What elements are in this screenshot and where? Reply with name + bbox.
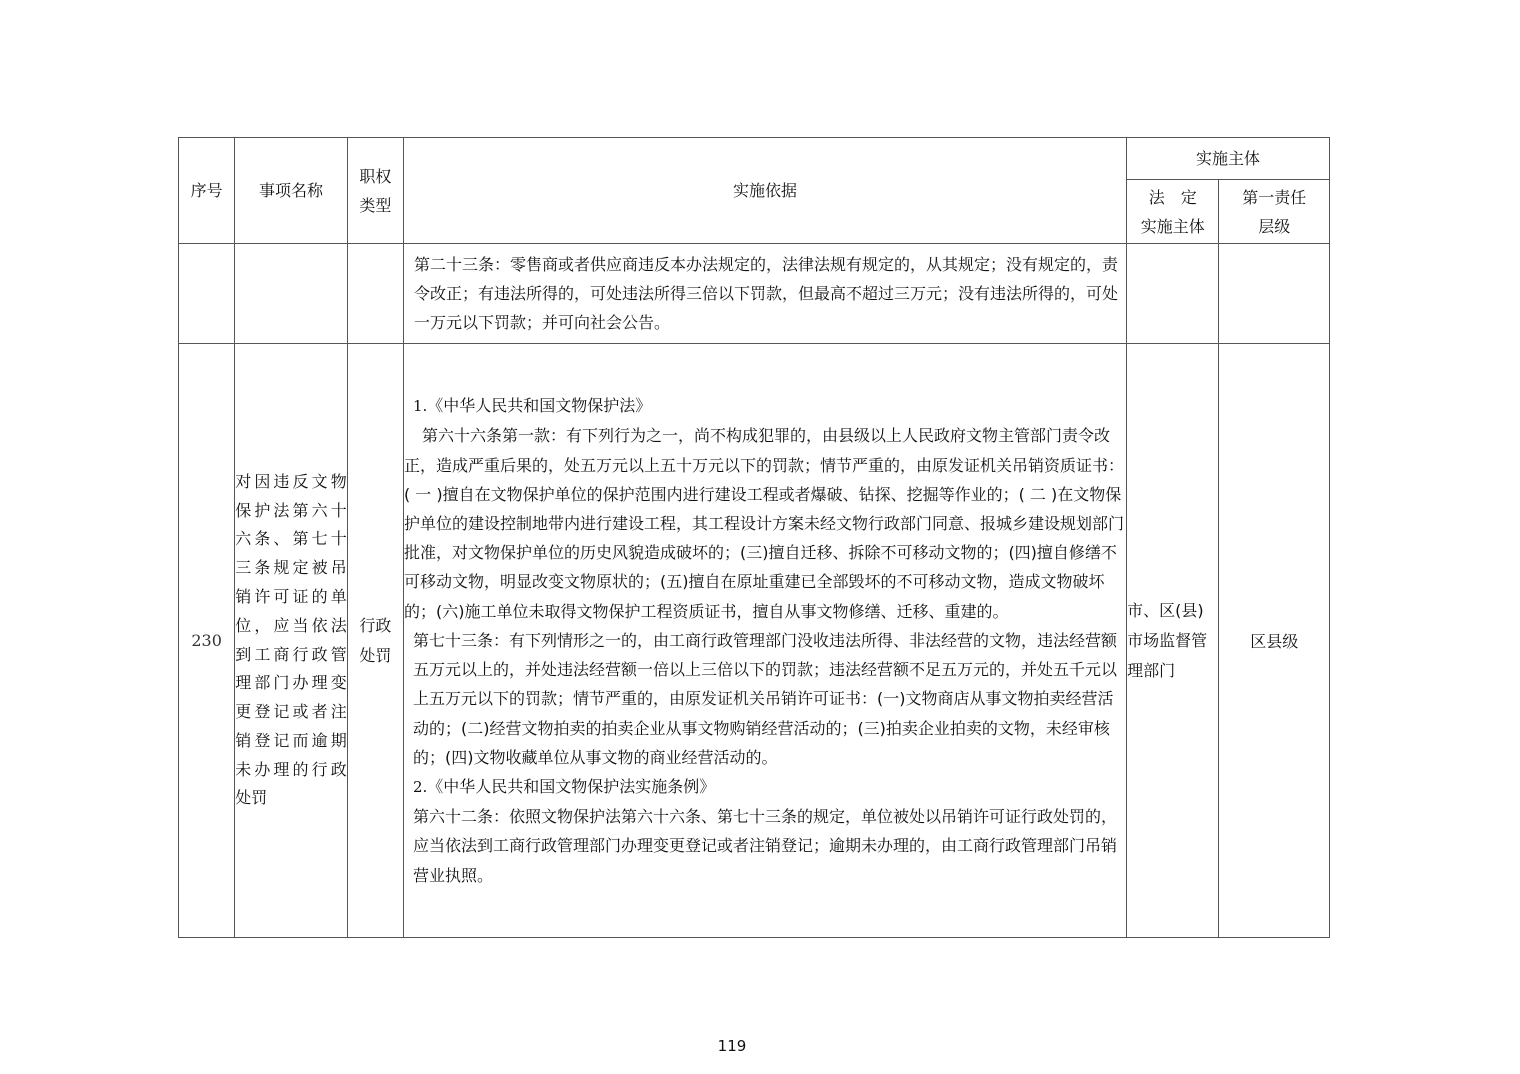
header-level-line2: 层级 — [1258, 216, 1291, 236]
cell-basis-continued — [403, 244, 1126, 344]
cell-legal-subject: 市、区(县)市场监督管理部门 — [1127, 344, 1219, 938]
table-row — [179, 344, 1330, 938]
type-line1: 行政 — [359, 615, 392, 635]
basis-law2-title: 《中华人民共和国文物保护法实施条例》 — [427, 776, 716, 796]
basis-law2-num: 2. — [412, 777, 428, 796]
header-level-line1: 第一责任 — [1242, 187, 1307, 207]
header-basis: 实施依据 — [403, 138, 1126, 244]
cell-basis — [403, 344, 1126, 938]
cell-type-continued — [347, 244, 403, 344]
header-type — [347, 138, 403, 244]
basis-law1-heading — [404, 391, 1126, 421]
header-type-line2: 类型 — [359, 195, 392, 215]
basis-art62: 第六十二条：依照文物保护法第六十六条、第七十三条的规定，单位被处以吊销许可证行政处罚的，应当依法到工商行政管理部门办理变更登记或者注销登记；逾期未办理的，由工商行政管理部门吊销营业执照。 — [412, 807, 1117, 885]
authority-list-table — [178, 137, 1330, 938]
header-level — [1219, 180, 1330, 244]
header-legal-line1: 法 定 — [1148, 187, 1197, 207]
basis-law1-num: 1. — [412, 397, 428, 416]
basis-art23: 第二十三条：零售商或者供应商违反本办法规定的，法律法规有规定的，从其规定；没有规定的，责令改正；有违法所得的，可处违法所得三倍以下罚款，但最高不超过三万元；没有违法所得的，可处一万元以下罚款；并可向社会公告。 — [413, 254, 1118, 333]
header-subject-group: 实施主体 — [1127, 138, 1330, 180]
cell-seq: 230 — [179, 344, 235, 938]
header-type-line1: 职权 — [359, 166, 392, 186]
basis-law2-heading — [404, 772, 1126, 802]
type-line2: 处罚 — [359, 645, 392, 665]
cell-level-continued — [1219, 244, 1330, 344]
cell-item-name: 对因违反文物保护法第六十六条、第七十三条规定被吊销许可证的单位，应当依法到工商行政管理部门办理变更登记或者注销登记而逾期未办理的行政处罚 — [235, 344, 347, 938]
basis-art73: 第七十三条：有下列情形之一的，由工商行政管理部门没收违法所得、非法经营的文物，违法经营额五万元以上的，并处违法经营额一倍以上三倍以下的罚款；违法经营额不足五万元的，并处五千元以上五万元以下的罚款；情节严重的，由原发证机关吊销许可证书：(一)文物商店从事文物拍卖经营活动的；(二)经营文物拍卖的拍卖企业从事文物购销经营活动的；(三)拍卖企业拍卖的文物，未经审核的；(四)文物收藏单位从事文物的商业经营活动的。 — [412, 630, 1117, 767]
header-name: 事项名称 — [235, 138, 347, 244]
page-number: 119 — [717, 1037, 747, 1055]
cell-legal-continued — [1127, 244, 1219, 344]
cell-seq-continued — [179, 244, 235, 344]
table-row — [179, 244, 1330, 344]
header-legal-line2: 实施主体 — [1140, 216, 1205, 236]
header-legal-subject — [1127, 180, 1219, 244]
basis-art66 — [404, 421, 1126, 625]
cell-responsibility-level: 区县级 — [1219, 344, 1330, 938]
header-seq: 序号 — [179, 138, 235, 244]
basis-art66-text: 第六十六条第一款：有下列行为之一，尚不构成犯罪的，由县级以上人民政府文物主管部门责令改正，造成严重后果的，处五万元以上五十万元以下的罚款；情节严重的，由原发证机关吊销资质证书：( 一 )擅自在文物保护单位的保护范围内进行建设工程或者爆破、钻探、挖掘等作业的；( 二 )在文物保护单位的建设控制地带内进行建设工程，其工程设计方案未经文物行政部门同意、报城乡建设规划部门批准，对文物保护单位的历史风貌造成破坏的；(三)擅自迁移、拆除不可移动文物的；(四)擅自修缮不可移动文物，明显改变文物原状的；(五)擅自在原址重建已全部毁坏的不可移动文物，造成文物破坏的；(六)施工单位未取得文物保护工程资质证书，擅自从事文物修缮、迁移、重建的。 — [403, 426, 1124, 621]
cell-authority-type — [347, 344, 403, 938]
basis-law1-title: 《中华人民共和国文物保护法》 — [427, 396, 652, 416]
cell-name-continued — [235, 244, 347, 344]
